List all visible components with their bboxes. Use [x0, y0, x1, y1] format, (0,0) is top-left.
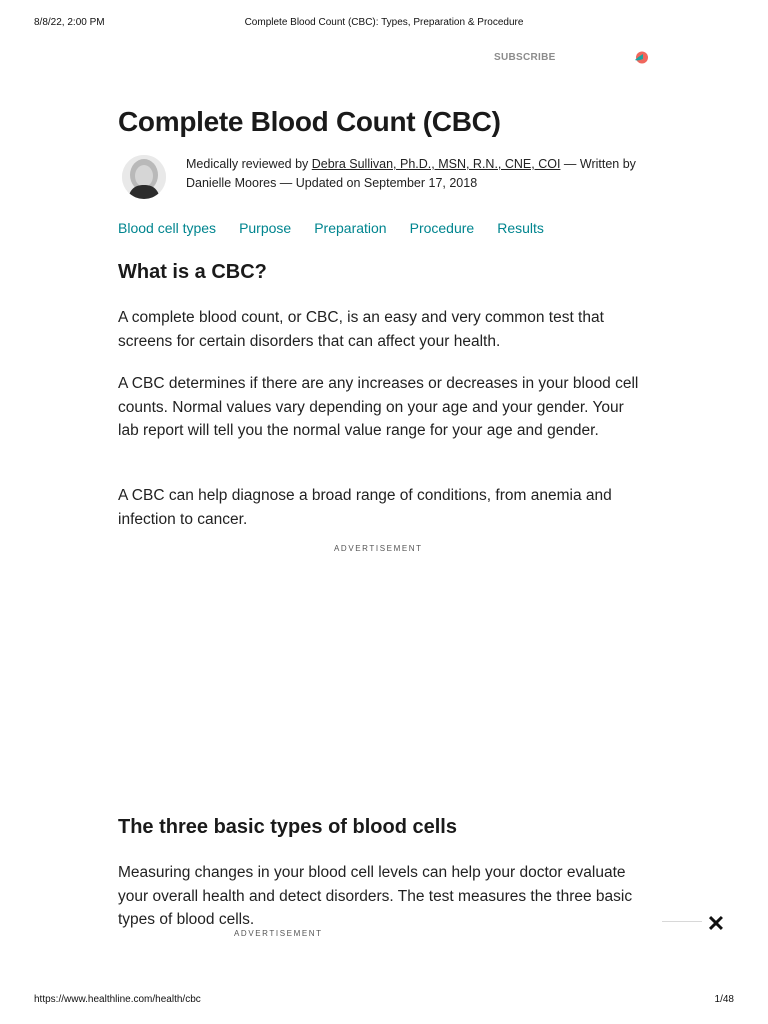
- toc-link-preparation[interactable]: Preparation: [314, 220, 387, 236]
- subscribe-link[interactable]: SUBSCRIBE: [494, 52, 556, 63]
- healthline-logo-icon[interactable]: [634, 51, 649, 64]
- byline-reviewed-prefix: Medically reviewed by: [186, 157, 312, 171]
- print-footer: [34, 994, 734, 1008]
- page-title: Complete Blood Count (CBC): [118, 106, 501, 137]
- print-document-title: Complete Blood Count (CBC): Types, Preparation & Procedure: [244, 17, 524, 28]
- print-datetime: 8/8/22, 2:00 PM: [34, 17, 105, 28]
- close-icon[interactable]: ✕: [706, 911, 726, 936]
- print-page-number: 1/48: [714, 994, 734, 1005]
- toc-link-blood-cell-types[interactable]: Blood cell types: [118, 220, 217, 236]
- reviewer-link[interactable]: Debra Sullivan, Ph.D., MSN, R.N., CNE, COI: [311, 157, 561, 171]
- print-header: [34, 17, 734, 31]
- section-heading-what-is-cbc: What is a CBC?: [118, 261, 267, 283]
- advertisement-label: ADVERTISEMENT: [234, 929, 323, 938]
- toc-link-purpose[interactable]: Purpose: [239, 220, 292, 236]
- ad-close-widget: [662, 911, 732, 936]
- toc-link-procedure[interactable]: Procedure: [409, 220, 475, 236]
- advertisement-label: ADVERTISEMENT: [334, 544, 423, 553]
- paragraph: A CBC can help diagnose a broad range of conditions, from anemia and infection to cancer.: [118, 487, 612, 528]
- toc-link-results[interactable]: Results: [497, 220, 544, 236]
- paragraph: Measuring changes in your blood cell levels can help your doctor evaluate your overall health and detect disorders. The test measures the three basic types of blood cells.: [118, 864, 633, 928]
- table-of-contents: [118, 220, 567, 236]
- section-heading-blood-cell-types: The three basic types of blood cells: [118, 816, 457, 838]
- paragraph: A CBC determines if there are any increases or decreases in your blood cell counts. Normal values vary depending on your age and your gender. Your lab report will tell you the normal value range for your age and gender.: [118, 375, 639, 439]
- divider: [662, 921, 702, 922]
- print-url: https://www.healthline.com/health/cbc: [34, 994, 201, 1005]
- byline-written-by: — Written by Danielle Moores — Updated on September 17, 2018: [186, 157, 636, 190]
- paragraph: A complete blood count, or CBC, is an easy and very common test that screens for certain disorders that can affect your health.: [118, 309, 604, 350]
- reviewer-avatar: [122, 155, 166, 199]
- article-byline: [186, 155, 646, 193]
